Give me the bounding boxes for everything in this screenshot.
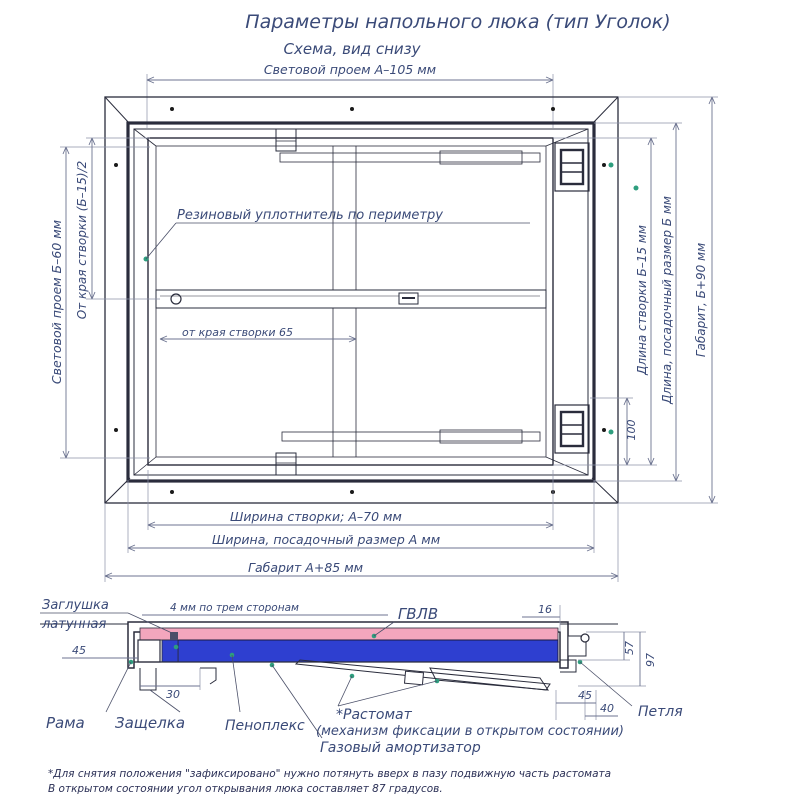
callout-rastomat [316, 676, 624, 739]
frame-label: Рама [46, 714, 85, 732]
dim-45-left-label: 45 [72, 644, 86, 657]
hinge-label: Петля [638, 704, 683, 720]
footnote-line-2: В открытом состоянии угол открывания люка составляет 87 градусов. [48, 783, 443, 795]
footnote-line-1: *Для снятия положения "зафиксировано" нужно потянуть вверх в пазу подвижную часть растомата [48, 768, 612, 780]
opening-width-label: Световой проем А–105 мм [263, 62, 437, 77]
seal-note-label: Резиновый уплотнитель по периметру [177, 208, 443, 223]
diagram-subtitle: Схема, вид снизу [283, 40, 421, 58]
dim-16-label: 16 [538, 603, 552, 616]
dim-57-97 [578, 632, 657, 686]
leaf-length-label: Длина створки Б–15 мм [635, 225, 649, 375]
dim-30 [140, 668, 200, 701]
dim-45-40-right [556, 689, 618, 720]
board-label: ГВЛВ [397, 605, 439, 623]
latch-label: Защелка [115, 714, 186, 732]
rastomat-desc-label: (механизм фиксации в открытом состоянии) [316, 724, 624, 739]
opening-height-label: Световой проем Б–60 мм [49, 219, 64, 385]
dim-opening-width [147, 62, 553, 128]
diagram-title: Параметры напольного люка (тип Уголок) [245, 11, 671, 33]
dim-45-right-label: 45 [578, 689, 592, 702]
hatch-top-view [105, 97, 639, 503]
gas-spring-label: Газовый амортизатор [320, 740, 481, 756]
dim-opening-height [49, 147, 150, 458]
dim-40-label: 40 [600, 702, 614, 715]
dim-edge-offset [160, 326, 356, 342]
leaf-edge-half-label: От края створки (Б–15)/2 [75, 160, 89, 320]
dim-57-label: 57 [623, 641, 636, 655]
seal-callout [146, 208, 530, 259]
foam-layer [178, 640, 558, 662]
dim-30-label: 30 [166, 688, 180, 701]
rastomat-label: *Растомат [336, 707, 412, 723]
hinge-offset-label: 100 [625, 419, 638, 441]
dim-leaf-width [148, 470, 553, 530]
board-layer [140, 628, 558, 640]
overall-width-label: Габарит А+85 мм [248, 560, 364, 575]
foam-label: Пеноплекс [225, 718, 305, 734]
hinge-top [555, 143, 589, 191]
dim-97-label: 97 [644, 653, 657, 667]
seat-width-label: Ширина, посадочный размер А мм [212, 532, 441, 547]
plug-label-2: латунная [42, 617, 107, 632]
callout-foam [225, 655, 305, 734]
edge-offset-label: от края створки 65 [182, 326, 294, 339]
leaf-width-label: Ширина створки; А–70 мм [230, 509, 402, 524]
plug-label-1: Заглушка [42, 598, 109, 613]
callout-hinge [580, 662, 683, 720]
dim-45-left [62, 644, 138, 658]
seat-length-label: Длина, посадочный размер Б мм [660, 196, 674, 404]
dim-leaf-length [553, 138, 657, 465]
hatch-section [40, 622, 618, 690]
gap-note-label: 4 мм по трем сторонам [170, 602, 299, 614]
overall-length-label: Габарит, Б+90 мм [694, 242, 708, 358]
hinge-bottom [555, 405, 589, 453]
